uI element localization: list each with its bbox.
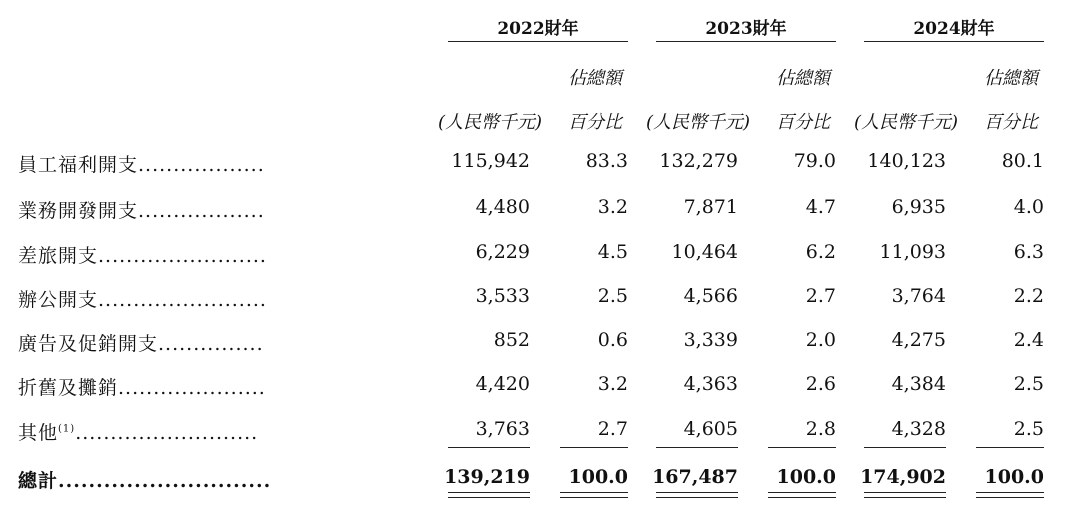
row-label-depreciation: 折舊及攤銷.....................	[18, 377, 266, 399]
subtotal-rule	[768, 447, 836, 448]
cell-value: 2.5	[597, 285, 628, 307]
cell-value: 2.6	[805, 373, 836, 395]
amount-unit-header-2022: (人民幣千元)	[438, 112, 543, 133]
total-value: 100.0	[776, 466, 836, 488]
year-underline-2024	[864, 41, 1044, 42]
year-underline-2022	[448, 41, 628, 42]
cell-value: 79.0	[793, 150, 836, 172]
cell-value: 4,328	[891, 418, 946, 440]
cell-value: 3,339	[683, 329, 738, 351]
amount-unit-header-2024: (人民幣千元)	[854, 112, 959, 133]
cell-value: 80.1	[1001, 150, 1044, 172]
cell-value: 3.2	[597, 373, 628, 395]
cell-value: 2.7	[597, 418, 628, 440]
subtotal-rule	[864, 447, 946, 448]
cell-value: 6.3	[1013, 241, 1044, 263]
cell-value: 3,533	[475, 285, 530, 307]
total-value: 167,487	[652, 466, 738, 488]
year-header-2022: 2022財年	[497, 19, 579, 39]
cell-value: 2.4	[1013, 329, 1044, 351]
year-header-2023: 2023財年	[705, 19, 787, 39]
cell-value: 4,480	[475, 196, 530, 218]
subtotal-rule	[656, 447, 738, 448]
total-double-rule	[448, 492, 530, 498]
pct-header-line1-2022: 佔總額	[568, 68, 622, 89]
total-double-rule	[864, 492, 946, 498]
cell-value: 4,363	[683, 373, 738, 395]
cell-value: 6,935	[891, 196, 946, 218]
cell-value: 3,763	[475, 418, 530, 440]
row-label-staff-costs: 員工福利開支..................	[18, 154, 265, 176]
footnote-marker: (1)	[58, 423, 76, 435]
cell-value: 2.5	[1013, 373, 1044, 395]
total-double-rule	[976, 492, 1044, 498]
cell-value: 2.5	[1013, 418, 1044, 440]
cell-value: 6.2	[805, 241, 836, 263]
total-double-rule	[656, 492, 738, 498]
cell-value: 3,764	[891, 285, 946, 307]
cell-value: 4,605	[683, 418, 738, 440]
cell-value: 3.2	[597, 196, 628, 218]
cell-value: 2.7	[805, 285, 836, 307]
row-label-others: 其他$^{(1)}$..........................	[18, 422, 259, 444]
total-value: 139,219	[444, 466, 530, 488]
total-double-rule	[768, 492, 836, 498]
amount-unit-header-2023: (人民幣千元)	[646, 112, 751, 133]
cell-value: 7,871	[683, 196, 738, 218]
year-header-2024: 2024財年	[913, 19, 995, 39]
cell-value: 0.6	[597, 329, 628, 351]
total-double-rule	[560, 492, 628, 498]
pct-header-line2-2023: 百分比	[776, 112, 830, 133]
cell-value: 83.3	[585, 150, 628, 172]
row-label-travel: 差旅開支........................	[18, 245, 267, 267]
cell-value: 10,464	[671, 241, 738, 263]
row-label-business-development: 業務開發開支..................	[18, 200, 265, 222]
subtotal-rule	[448, 447, 530, 448]
subtotal-rule	[976, 447, 1044, 448]
cell-value: 4,384	[891, 373, 946, 395]
row-label-office: 辦公開支........................	[18, 289, 267, 311]
subtotal-rule	[560, 447, 628, 448]
cell-value: 2.2	[1013, 285, 1044, 307]
year-underline-2023	[656, 41, 836, 42]
cell-value: 6,229	[475, 241, 530, 263]
pct-header-line2-2024: 百分比	[984, 112, 1038, 133]
cell-value: 4,566	[683, 285, 738, 307]
pct-header-line1-2023: 佔總額	[776, 68, 830, 89]
row-label-total: 總計............................	[18, 470, 272, 492]
pct-header-line1-2024: 佔總額	[984, 68, 1038, 89]
cell-value: 2.0	[805, 329, 836, 351]
total-value: 174,902	[860, 466, 946, 488]
cell-value: 852	[493, 329, 530, 351]
cell-value: 11,093	[879, 241, 946, 263]
cell-value: 4,420	[475, 373, 530, 395]
cell-value: 4.5	[597, 241, 628, 263]
cell-value: 4.0	[1013, 196, 1044, 218]
cell-value: 132,279	[659, 150, 738, 172]
cell-value: 115,942	[451, 150, 530, 172]
cell-value: 140,123	[867, 150, 946, 172]
cell-value: 2.8	[805, 418, 836, 440]
pct-header-line2-2022: 百分比	[568, 112, 622, 133]
row-label-advertising: 廣告及促銷開支...............	[18, 333, 264, 355]
total-value: 100.0	[984, 466, 1044, 488]
total-value: 100.0	[568, 466, 628, 488]
cell-value: 4.7	[805, 196, 836, 218]
cell-value: 4,275	[891, 329, 946, 351]
